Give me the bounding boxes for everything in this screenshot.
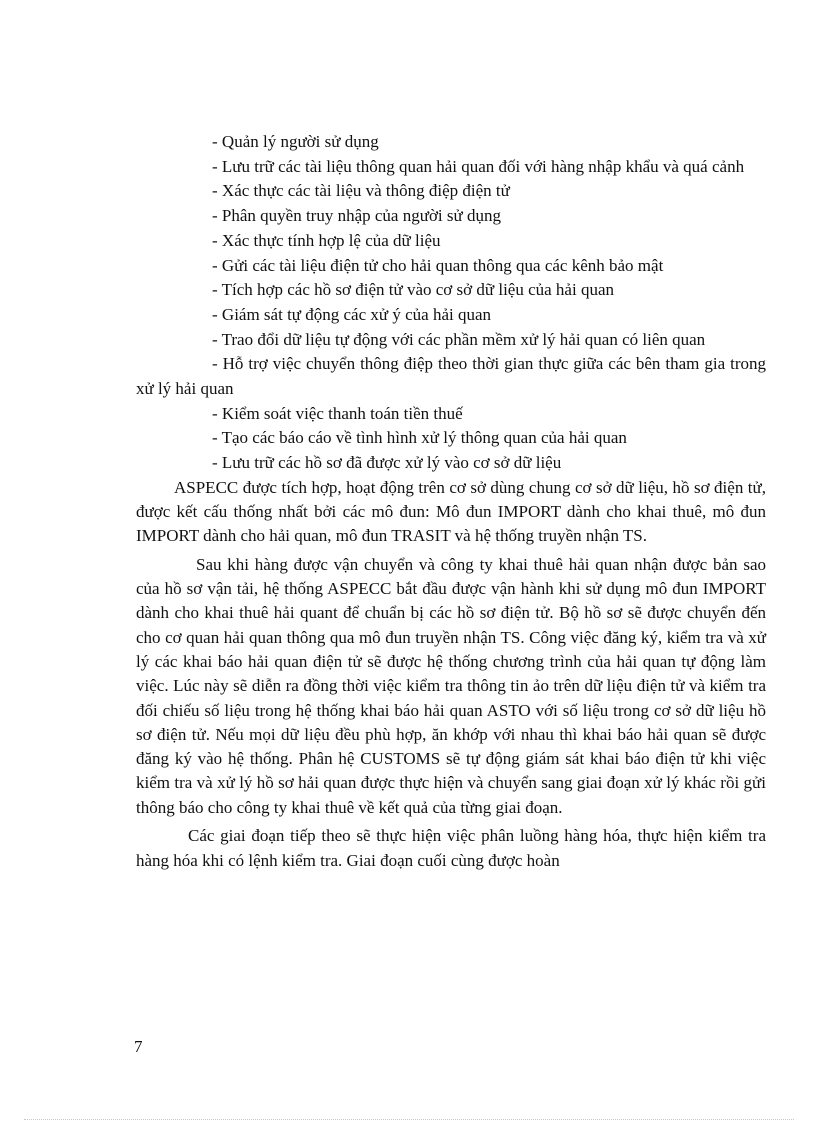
- bullet-item: - Lưu trữ các hồ sơ đã được xử lý vào cơ sở dữ liệu: [212, 453, 562, 473]
- bullet-item: - Xác thực tính hợp lệ của dữ liệu: [212, 230, 441, 250]
- page-content: [136, 130, 766, 873]
- body-paragraph: ASPECC được tích hợp, hoạt động trên cơ sở dùng chung cơ sở dữ liệu, hồ sơ điện tử, được kết cấu thống nhất bởi các mô đun: Mô đun IMPORT dành cho khai thuê, mô đun IMPORT dành cho hải quan, mô đun TRASIT và hệ thống truyền nhận TS.: [136, 477, 766, 546]
- bullet-item: - Tích hợp các hồ sơ điện tử vào cơ sở dữ liệu của hải quan: [212, 280, 614, 300]
- body-paragraph: Sau khi hàng được vận chuyển và công ty khai thuê hải quan nhận được bản sao của hồ sơ vận tải, hệ thống ASPECC bắt đầu được vận hành khi sử dụng mô đun IMPORT dành cho khai thuê hải quant để chuẩn bị các hồ sơ điện tử. Bộ hồ sơ sẽ được chuyển đến cho cơ quan hải quan thông qua mô đun truyền nhận TS. Công việc đăng ký, kiểm tra và xử lý các khai báo hải quan điện tử sẽ được hệ thống chương trình của hải quan tự động làm việc. Lúc này sẽ diễn ra đồng thời việc kiểm tra thông tin ảo trên dữ liệu điện tử và kiểm tra đối chiếu số liệu trong hệ thống khai báo hải quan ASTO với số liệu trong cơ sở dữ liệu hồ sơ điện tử. Nếu mọi dữ liệu đều phù hợp, ăn khớp với nhau thì khai báo hải quan sẽ được đăng ký vào hệ thống. Phân hệ CUSTOMS sẽ tự động giám sát khai báo điện tử khi việc kiểm tra và xử lý hồ sơ hải quan được thực hiện và chuyển sang giai đoạn xử lý khác rồi gửi thông báo cho công ty khai thuê về kết quả của từng giai đoạn.: [136, 554, 766, 817]
- body-paragraph: Các giai đoạn tiếp theo sẽ thực hiện việc phân luồng hàng hóa, thực hiện kiểm tra hàng hóa khi có lệnh kiểm tra. Giai đoạn cuối cùng được hoàn: [136, 826, 766, 870]
- bullet-item: - Xác thực các tài liệu và thông điệp điện tử: [212, 181, 510, 201]
- bullet-item: - Quản lý người sử dụng: [212, 132, 379, 151]
- bullet-item: - Lưu trữ các tài liệu thông quan hải quan đối với hàng nhập khẩu và quá cảnh: [212, 156, 745, 176]
- bullet-item: - Tạo các báo cáo về tình hình xử lý thông quan của hải quan: [212, 428, 627, 448]
- bullet-item: - Phân quyền truy nhập của người sử dụng: [212, 206, 501, 226]
- bullet-item: - Hỗ trợ việc chuyển thông điệp theo thời gian thực giữa các bên tham gia trong xử lý hải quan: [136, 354, 766, 399]
- bullet-item: - Kiểm soát việc thanh toán tiền thuế: [212, 403, 463, 423]
- bullet-item: - Trao đổi dữ liệu tự động với các phần mềm xử lý hải quan có liên quan: [212, 329, 706, 349]
- bullet-item: - Gửi các tài liệu điện tử cho hải quan thông qua các kênh bảo mật: [212, 255, 664, 275]
- page-number: 7: [134, 1037, 143, 1056]
- bullet-item: - Giám sát tự động các xử ý của hải quan: [212, 304, 492, 324]
- page-bottom-divider: [24, 1119, 794, 1120]
